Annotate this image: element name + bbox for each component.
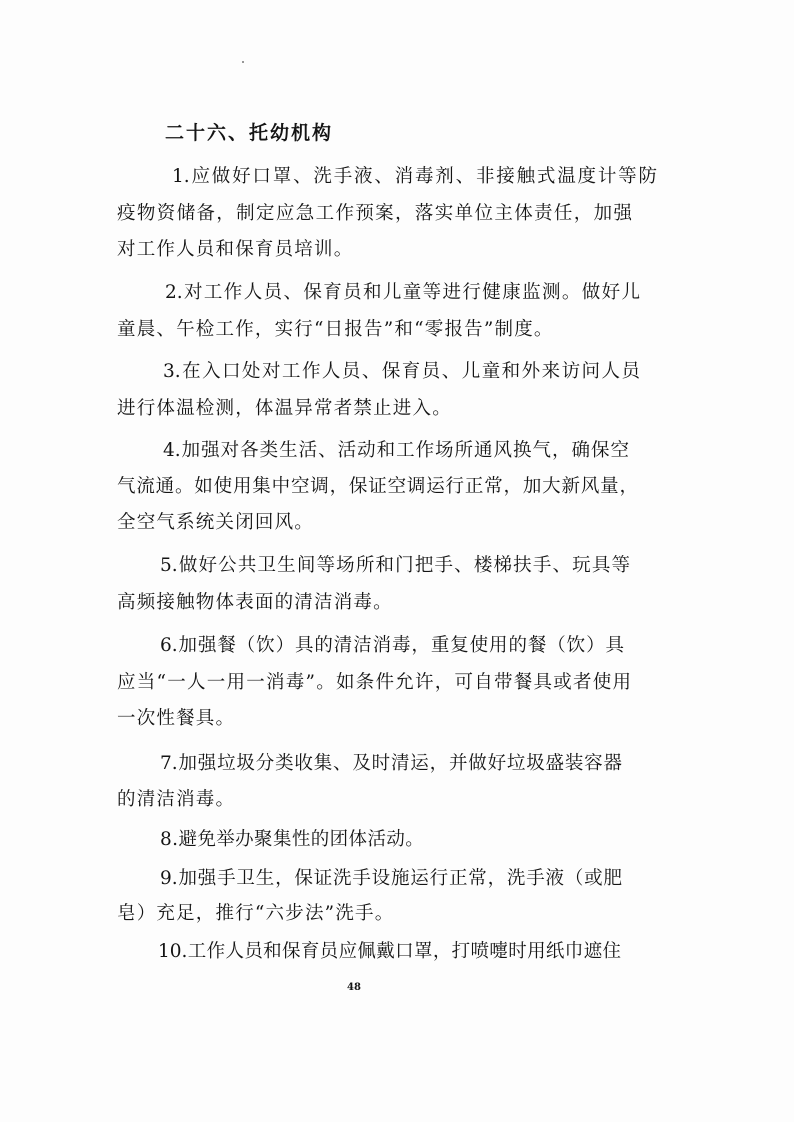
paragraph-line: 一次性餐具。 xyxy=(117,708,236,729)
paragraph-line: 疫物资储备，制定应急工作预案，落实单位主体责任，加强 xyxy=(117,203,632,224)
paragraph-line: 6.加强餐（饮）具的清洁消毒，重复使用的餐（饮）具 xyxy=(160,635,624,656)
paragraph-line: 7.加强垃圾分类收集、及时清运，并做好垃圾盛装容器 xyxy=(160,753,622,774)
paragraph-line: 1.应做好口罩、洗手液、消毒剂、非接触式温度计等防 xyxy=(172,166,657,187)
paragraph-line: 3.在入口处对工作人员、保育员、儿童和外来访问人员 xyxy=(163,361,640,382)
paragraph-line: 童晨、午检工作，实行“日报告”和“零报告”制度。 xyxy=(117,319,554,340)
paragraph-line: 9.加强手卫生，保证洗手设施运行正常，洗手液（或肥 xyxy=(160,868,622,889)
paragraph-line: 5.做好公共卫生间等场所和门把手、楼梯扶手、玩具等 xyxy=(160,555,630,576)
paragraph-line: 气流通。如使用集中空调，保证空调运行正常，加大新风量， xyxy=(117,476,638,497)
paragraph-line: 10.工作人员和保育员应佩戴口罩，打喷嚏时用纸巾遮住 xyxy=(158,941,621,962)
scan-speck xyxy=(242,61,244,63)
paragraph-line: 全空气系统关闭回风。 xyxy=(117,512,315,533)
paragraph-line: 4.加强对各类生活、活动和工作场所通风换气，确保空 xyxy=(163,440,629,461)
paragraph-line: 对工作人员和保育员培训。 xyxy=(117,239,354,260)
paragraph-line: 高频接触物体表面的清洁消毒。 xyxy=(117,592,393,613)
paragraph-line: 进行体温检测，体温异常者禁止进入。 xyxy=(117,398,452,419)
paragraph-line: 应当“一人一用一消毒”。如条件允许，可自带餐具或者使用 xyxy=(117,672,631,693)
page-number: 48 xyxy=(347,982,361,993)
paragraph-line: 皂）充足，推行“六步法”洗手。 xyxy=(117,903,395,924)
paragraph-line: 2.对工作人员、保育员和儿童等进行健康监测。做好儿 xyxy=(165,282,640,303)
paragraph-line: 8.避免举办聚集性的团体活动。 xyxy=(160,829,425,850)
section-heading: 二十六、托幼机构 xyxy=(165,122,334,144)
paragraph-line: 的清洁消毒。 xyxy=(117,789,236,810)
